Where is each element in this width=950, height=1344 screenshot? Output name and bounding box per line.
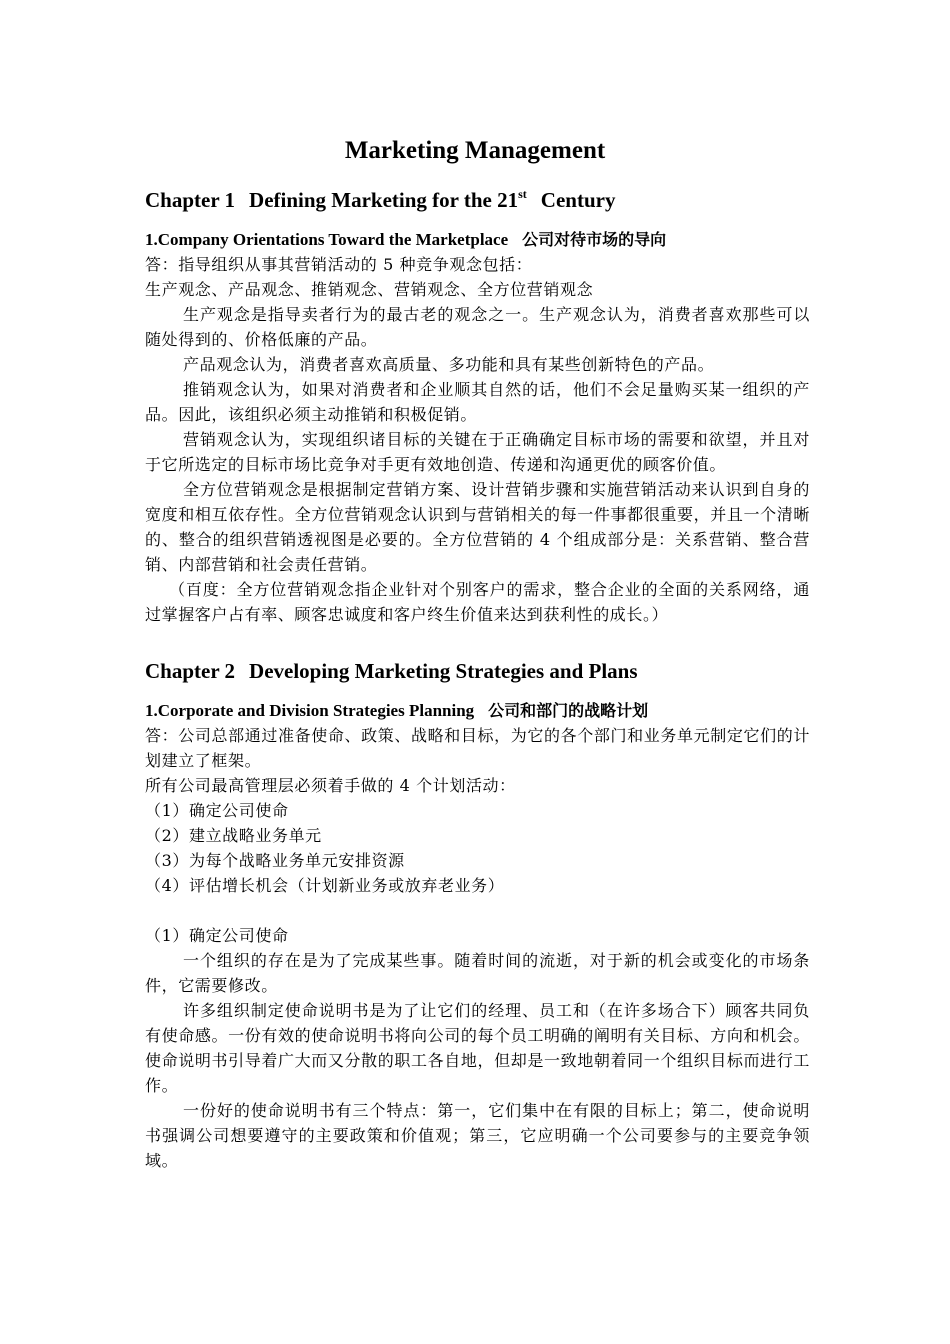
spacer (145, 898, 810, 923)
subsection-heading: （1）确定公司使命 (145, 926, 289, 945)
paragraph: 产品观念认为，消费者喜欢高质量、多功能和具有某些创新特色的产品。 (183, 355, 715, 374)
chapter-2-label: Chapter 2 (145, 659, 236, 683)
chapter-1-label: Chapter 1 (145, 188, 236, 212)
paragraph: 推销观念认为，如果对消费者和企业顺其自然的话，他们不会足量购买某一组织的产品。因此，该组织必须主动推销和积极促销。 (145, 380, 810, 424)
section-title-en: 1.Corporate and Division Strategies Planning (145, 701, 475, 720)
chapter-2-heading (145, 656, 810, 686)
chapter-1-title: Defining Marketing for the 21 (249, 188, 519, 212)
paragraph: 答：指导组织从事其营销活动的 5 种竞争观念包括： (145, 255, 533, 274)
chapter-2-title: Developing Marketing Strategies and Plans (249, 659, 638, 683)
list-item: （3）为每个战略业务单元安排资源 (145, 851, 405, 870)
chapter-1-section-1-heading (145, 227, 810, 252)
chapter-1-title-end: Century (540, 188, 616, 212)
list-item: （4）评估增长机会（计划新业务或放弃老业务） (145, 876, 505, 895)
chapter-1-title-sup: st (518, 187, 527, 201)
paragraph: （百度：全方位营销观念指企业针对个别客户的需求，整合企业的全面的关系网络，通过掌握客户占有率、顾客忠诚度和客户终生价值来达到获利性的成长。） (145, 580, 810, 624)
paragraph: 一个组织的存在是为了完成某些事。随着时间的流逝，对于新的机会或变化的市场条件，它需要修改。 (145, 951, 810, 995)
chapter-1-heading (145, 185, 810, 215)
paragraph: 一份好的使命说明书有三个特点：第一，它们集中在有限的目标上；第二，使命说明书强调公司想要遵守的主要政策和价值观；第三，它应明确一个公司要参与的主要竞争领域。 (145, 1101, 810, 1170)
paragraph: 全方位营销观念是根据制定营销方案、设计营销步骤和实施营销活动来认识到自身的宽度和相互依存性。全方位营销观念认识到与营销相关的每一件事都很重要，并且一个清晰的、整合的组织营销透视图是必要的。全方位营销的 4 个组成部分是：关系营销、整合营销、内部营销和社会责任营销。 (145, 480, 810, 574)
chapter-2-section-1-heading (145, 698, 810, 723)
section-title-en: 1.Company Orientations Toward the Marketplace (145, 230, 509, 249)
paragraph: 所有公司最高管理层必须着手做的 4 个计划活动： (145, 776, 516, 795)
document-body (145, 185, 810, 1173)
document-title: Marketing Management (344, 137, 606, 164)
paragraph: 许多组织制定使命说明书是为了让它们的经理、员工和（在许多场合下）顾客共同负有使命感。一份有效的使命说明书将向公司的每个员工明确的阐明有关目标、方向和机会。使命说明书引导着广大而又分散的职工各自地，但却是一致地朝着同一个组织目标而进行工作。 (145, 1001, 810, 1095)
list-item: （2）建立战略业务单元 (145, 826, 322, 845)
paragraph: 答：公司总部通过准备使命、政策、战略和目标，为它的各个部门和业务单元制定它们的计划建立了框架。 (145, 726, 810, 770)
section-title-zh: 公司对待市场的导向 (522, 230, 667, 249)
paragraph: 生产观念、产品观念、推销观念、营销观念、全方位营销观念 (145, 280, 594, 299)
list-item: （1）确定公司使命 (145, 801, 289, 820)
section-title-zh: 公司和部门的战略计划 (488, 701, 649, 720)
paragraph: 生产观念是指导卖者行为的最古老的观念之一。生产观念认为，消费者喜欢那些可以随处得到的、价格低廉的产品。 (145, 305, 810, 349)
paragraph: 营销观念认为，实现组织诸目标的关键在于正确确定目标市场的需要和欲望，并且对于它所选定的目标市场比竞争对手更有效地创造、传递和沟通更优的顾客价值。 (145, 430, 810, 474)
